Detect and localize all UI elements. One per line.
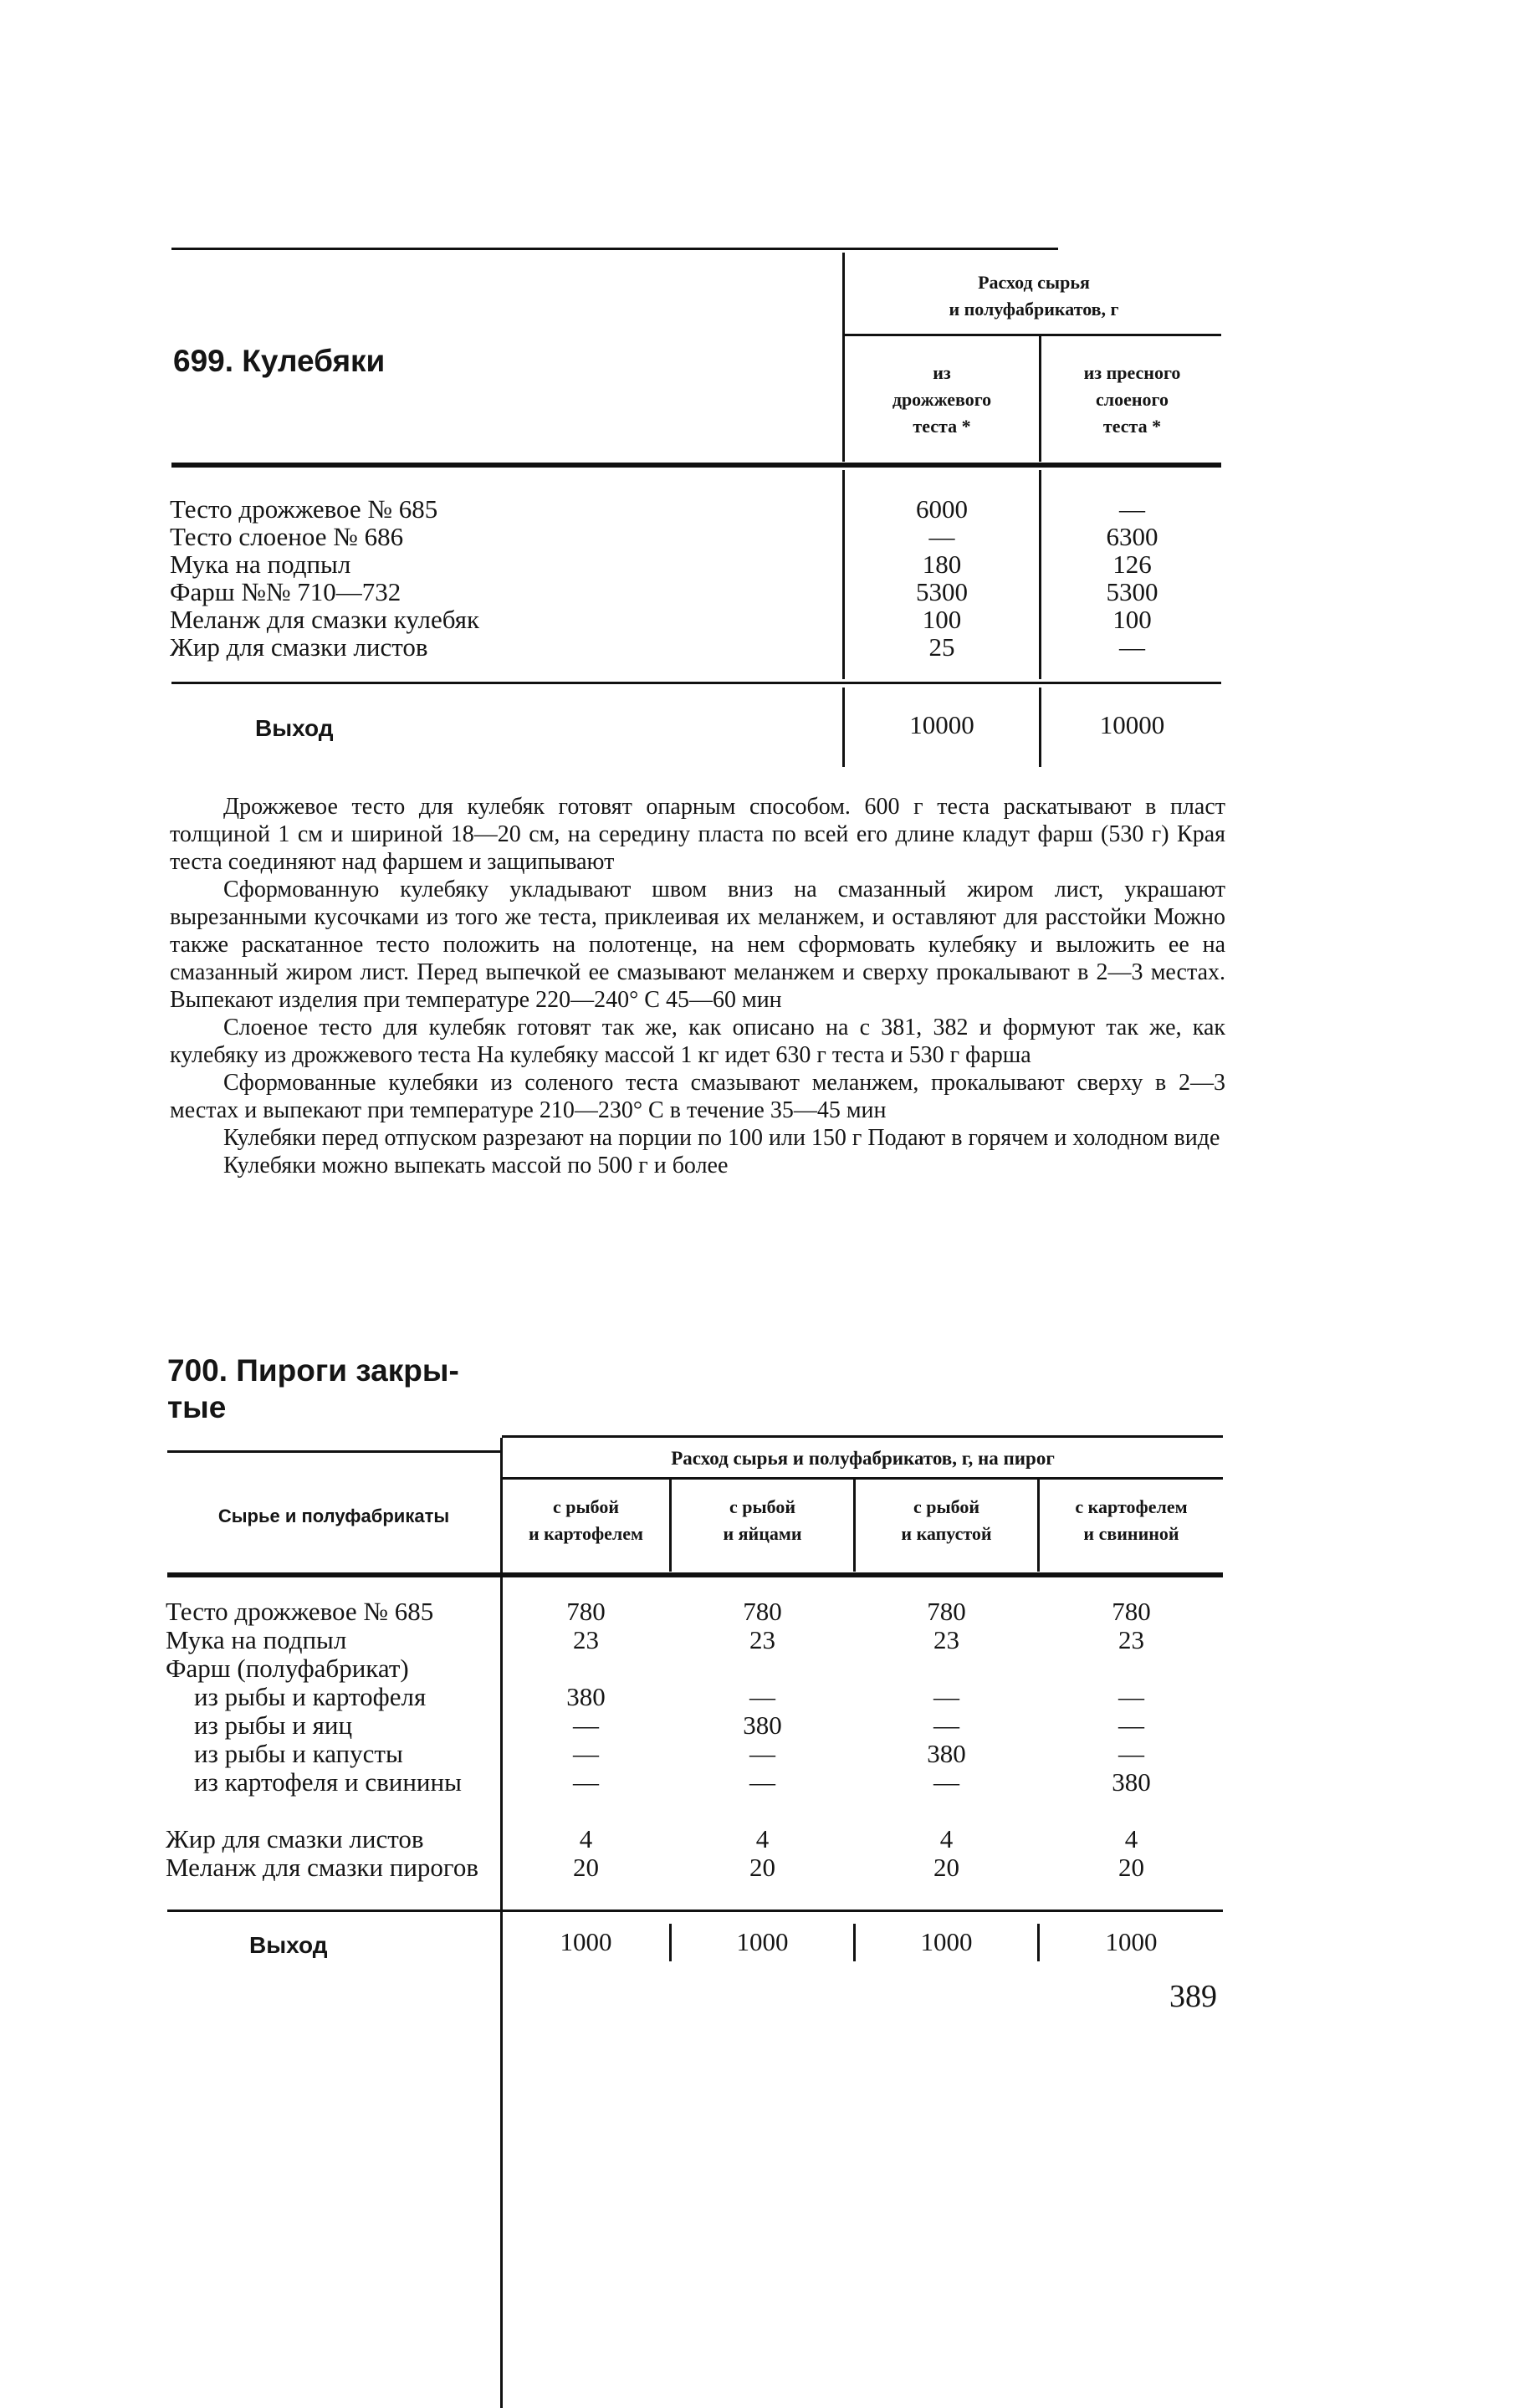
table699-body-divider-main (842, 470, 845, 679)
table700-row-label: Тесто дрожжевое № 685 (166, 1597, 434, 1626)
table699-cell-col1: 5300 (916, 577, 968, 606)
table700-yield-label: Выход (249, 1932, 328, 1958)
paragraph-2: Сформованную кулебяку укладывают швом вниз на смазанный жиром лист, украшают вырезанными кусочками из того же теста, приклеивая их меланжем, и оставляют для расстойки Можно также раскатанное тесто положить на полотенце, на нем сформовать кулебяку и выложить ее на смазанный жиром лист. Перед выпечкой ее смазывают меланжем и сверху прокалывают в 2—3 местах. Выпекают изделия при температуре 220—240° С 45—60 мин (170, 877, 1225, 1013)
paragraph-6: Кулебяки можно выпекать массой по 500 г и более (223, 1153, 729, 1178)
table699-cell-col2: 6300 (1106, 522, 1158, 551)
table699-cell-col2: — (1119, 632, 1145, 662)
table699-group-rule (845, 334, 1221, 336)
table699-row-label: Тесто дрожжевое № 685 (170, 494, 438, 524)
table700-cell: 20 (749, 1853, 775, 1882)
table700-cell: — (1118, 1682, 1144, 1711)
table699-divider-main (842, 253, 845, 462)
table699-cell-col1: 25 (928, 632, 955, 662)
paragraph-1: Дрожжевое тесто для кулебяк готовят опарным способом. 600 г теста раскатывают в пласт толщиной 1 см и шириной 18—20 см, на середину пласта по всей его длине кладут фарш (530 г) Края теста соединяют над фаршем и защипывают (170, 794, 1225, 875)
table700-cell: 380 (566, 1682, 606, 1711)
table700-cell: 780 (1112, 1597, 1151, 1626)
table700-cell: — (933, 1682, 959, 1711)
table700-cell: — (749, 1767, 775, 1797)
table700-group-header: Расход сырья и полуфабрикатов, г, на пирог (671, 1448, 1055, 1469)
table700-group-rule (503, 1477, 1223, 1480)
table700-cell: — (749, 1739, 775, 1768)
table699-cell-col1: 180 (922, 550, 962, 579)
table700-row-label: из рыбы и картофеля (194, 1682, 427, 1711)
table700-left-divider (500, 1438, 503, 2408)
table700-cell: — (1118, 1739, 1144, 1768)
table699-header-rule (171, 463, 1221, 468)
table699-yield-divider-cols (1039, 688, 1041, 767)
paragraph-3: Слоеное тесто для кулебяк готовят так же, как описано на с 381, 382 и формуют так же, как кулебяку из дрожжевого теста На кулебяку массой 1 кг идет 630 г теста и 530 г фарша (170, 1015, 1225, 1068)
table700-cell: — (933, 1767, 959, 1797)
table700-row-label: Мука на подпыл (166, 1625, 347, 1654)
table700-cell: — (573, 1739, 599, 1768)
table700-col-header: с рыбой и капустой (901, 1496, 992, 1544)
table700-cell: 23 (573, 1625, 599, 1654)
table699-cell-col2: 100 (1112, 605, 1152, 634)
table700-yield-cell: 1000 (560, 1927, 612, 1956)
table700-cell: 380 (743, 1710, 782, 1740)
recipe-699-instructions (170, 793, 1225, 1179)
table700-row-label: Меланж для смазки пирогов (166, 1853, 478, 1882)
page-number: 389 (1169, 1979, 1217, 2014)
table700-cell: 780 (927, 1597, 966, 1626)
table700-cell: — (933, 1710, 959, 1740)
table700-cell: — (749, 1682, 775, 1711)
table700-cell: 780 (743, 1597, 782, 1626)
table699-yield-rule (171, 682, 1221, 684)
table700-cell: 23 (1118, 1625, 1144, 1654)
table699-row-label: Мука на подпыл (170, 550, 351, 579)
paragraph-4: Сформованные кулебяки из соленого теста смазывают меланжем, прокалывают сверху в 2—3 местах и выпекают при температуре 210—230° С в течение 35—45 мин (170, 1070, 1225, 1123)
table700-cell: 4 (1124, 1824, 1138, 1853)
table700-cell: 4 (755, 1824, 770, 1853)
paragraph-5: Кулебяки перед отпуском разрезают на порции по 100 или 150 г Подают в горячем и холодном виде (223, 1125, 1220, 1151)
table699-row-label: Тесто слоеное № 686 (170, 522, 404, 551)
table700-header-rule (167, 1572, 1223, 1577)
table699-col1-header: из дрожжевого теста * (892, 362, 992, 437)
table699-top-rule (171, 248, 1058, 250)
table700-cell: 23 (749, 1625, 775, 1654)
table700-cell: 20 (573, 1853, 599, 1882)
table700-cell: 380 (927, 1739, 966, 1768)
table699-row-label: Жир для смазки листов (170, 632, 428, 662)
table699-cell-col1: 6000 (916, 494, 968, 524)
table700-yield-cell: 1000 (736, 1927, 789, 1956)
table699-yield-divider-main (842, 688, 845, 767)
table700-row-label: Жир для смазки листов (166, 1824, 424, 1853)
table699-cell-col2: 126 (1112, 550, 1152, 579)
table700-row-label: из картофеля и свинины (194, 1767, 462, 1797)
table699-row-label: Меланж для смазки кулебяк (170, 605, 480, 634)
table700-row-label: из рыбы и яиц (194, 1710, 353, 1740)
table700-cell: 380 (1112, 1767, 1151, 1797)
table700-yield-rule (167, 1910, 1223, 1912)
table700-cell: 20 (933, 1853, 959, 1882)
recipe-699-title: 699. Кулебяки (173, 344, 386, 378)
table700-cell: 20 (1118, 1853, 1144, 1882)
table700-top-rule-right (502, 1435, 1223, 1438)
table700-row-label: из рыбы и капусты (194, 1739, 403, 1768)
table700-cell: — (1118, 1710, 1144, 1740)
table700-left-header: Сырье и полуфабрикаты (217, 1506, 450, 1526)
table699-yield-col1: 10000 (909, 710, 974, 739)
table699-group-header: Расход сырья и полуфабрикатов, г (949, 272, 1119, 320)
table700-cell: — (573, 1767, 599, 1797)
table699-row-label: Фарш №№ 710—732 (170, 577, 401, 606)
table700-yield-cell: 1000 (920, 1927, 973, 1956)
table700-col-header: с рыбой и яйцами (723, 1496, 802, 1544)
table700-cell: 23 (933, 1625, 959, 1654)
table699-col2-header: из пресного слоеного теста * (1083, 362, 1181, 437)
table700-col-header: с картофелем и свининой (1075, 1496, 1188, 1544)
table699-cell-col1: 100 (922, 605, 962, 634)
table700-yield-cell: 1000 (1105, 1927, 1158, 1956)
table700-col-header: с рыбой и картофелем (528, 1496, 644, 1544)
recipe-700-title-line1: 700. Пироги закры- (167, 1353, 459, 1388)
table699-cell-col2: — (1119, 494, 1145, 524)
table700-row-label: Фарш (полуфабрикат) (166, 1654, 409, 1683)
recipe-700-title-line2: тые (167, 1390, 227, 1424)
table700-cell: 780 (566, 1597, 606, 1626)
table699-yield-label: Выход (255, 715, 334, 741)
table700-cell: 4 (579, 1824, 593, 1853)
table700-cell: 4 (939, 1824, 954, 1853)
table700-cell: — (573, 1710, 599, 1740)
table700-top-rule-left (167, 1450, 502, 1453)
table699-cell-col1: — (928, 522, 955, 551)
table699-cell-col2: 5300 (1106, 577, 1158, 606)
table699-body-divider-cols (1039, 470, 1041, 679)
table699-divider-cols (1039, 336, 1041, 462)
table699-yield-col2: 10000 (1099, 710, 1165, 739)
